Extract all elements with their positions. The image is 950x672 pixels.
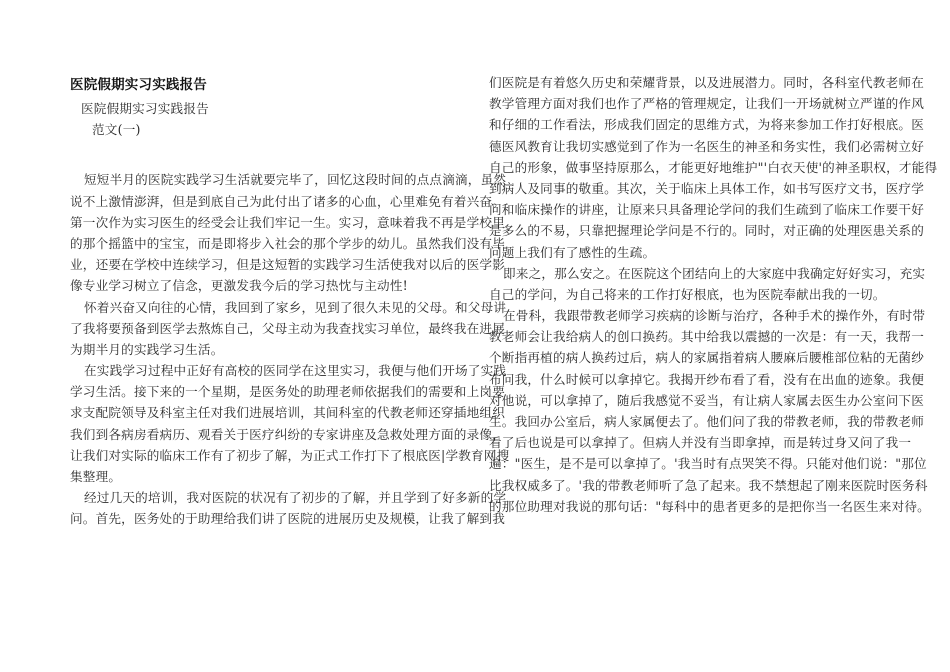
paragraph-line: 业，还要在学校中连续学习，但是这短暂的实践学习生活使我对以后的医学影	[70, 257, 505, 273]
document-title: 医院假期实习实践报告	[70, 77, 207, 93]
paragraph-line: 说不上激情澎湃，但是到底自己为此付出了诸多的心血，心里难免有着兴奋。	[70, 193, 505, 209]
paragraph-line: 短短半月的医院实践学习生活就要完毕了，回忆这段时间的点点滴滴，虽然	[84, 172, 507, 188]
paragraph-line: 德医风教育让我切实感觉到了作为一名医生的神圣和务实性，我们必需树立好	[489, 138, 924, 154]
paragraph-line: 和仔细的工作看法，形成我们固定的思维方式，为将来参加工作打好根底。医	[489, 117, 924, 133]
paragraph-line: 学习生活。接下来的一个星期，是医务处的助理老师依据我们的需要和上岗要	[70, 384, 505, 400]
paragraph-line: 比我权威多了。'我的带教老师听了急了起来。我不禁想起了刚来医院时医务科	[489, 477, 928, 493]
section-label: 范文(一)	[92, 122, 141, 138]
paragraph-line: 看了后也说是可以拿掉了。但病人并没有当即拿掉，而是转过身又问了我一	[489, 435, 912, 451]
right-column	[489, 72, 938, 517]
paragraph-line: 我们到各病房看病历、观看关于医疗纠纷的专家讲座及急救处理方面的录像，	[70, 426, 505, 442]
paragraph-line: 教学管理方面对我们也作了严格的管理规定，让我们一开场就树立严谨的作风	[489, 96, 924, 112]
paragraph-line: 生。我回办公室后，病人家属便去了。他们问了我的带教老师，我的带教老师	[489, 414, 924, 429]
paragraph-line: 的那个摇篮中的宝宝，而是即将步入社会的那个学步的幼儿。虽然我们没有毕	[70, 235, 505, 251]
spacer	[70, 140, 455, 161]
paragraph-line: 像专业学习树立了信念，更激发我今后的学习热忱与主动性!	[70, 278, 408, 294]
paragraph-line: 为期半月的实践学习生活。	[70, 341, 224, 357]
left-column	[70, 72, 510, 530]
paragraph-line: 让我们对实际的临床工作有了初步了解，为正式工作打下了根底医|学教育网搜	[70, 447, 510, 463]
paragraph-line: 了我将要预备到医学去熬炼自己，父母主动为我查找实习单位，最终我在进展	[70, 320, 505, 336]
paragraph-line: 在实践学习过程中正好有高校的医同学在这里实习，我便与他们开场了实践	[84, 363, 507, 379]
paragraph-line: 布问我，什么时候可以拿掉它。我揭开纱布看了看，没有在出血的迹象。我便	[489, 371, 924, 387]
paragraph-line: 们医院是有着悠久历史和荣耀背景，以及进展潜力。同时，各科室代教老师在	[489, 75, 924, 90]
paragraph-line: 的那位助理对我说的那句话："每科中的患者更多的是把你当一名医生来对待。	[489, 498, 930, 514]
paragraph-line: 遍："医生，是不是可以拿掉了。'我当时有点哭笑不得。只能对他们说："那位	[489, 456, 927, 472]
paragraph-line: 经过几天的培训，我对医院的状况有了初步的了解，并且学到了好多新的学	[84, 490, 507, 506]
paragraph-line: 个断指再植的病人换药过后，病人的家属指着病人腰麻后腰椎部位粘的无菌纱	[489, 350, 924, 366]
paragraph-line: 集整理。	[70, 469, 122, 484]
paragraph-line: 自己的学问，为自己将来的工作打好根底，也为医院奉献出我的一切。	[489, 286, 886, 302]
paragraph-line: 对他说，可以拿掉了，随后我感觉不妥当，有让病人家属去医生办公室问下医	[489, 392, 924, 408]
paragraph-line: 即来之，那么安之。在医院这个团结向上的大家庭中我确定好好实习，充实	[503, 265, 926, 281]
paragraph-line: 在骨科，我跟带教老师学习疾病的诊断与治疗，各种手术的操作外，有时带	[503, 308, 926, 324]
paragraph-line: 怀着兴奋又向往的心情，我回到了家乡，见到了很久未见的父母。和父母讲	[84, 299, 507, 315]
paragraph-line: 是多么的不易，只靠把握理论学问是不行的。同时，对正确的处理医患关系的	[489, 223, 924, 239]
paragraph-line: 自己的形象，做事坚持原那么，才能更好地维护"'白衣天使'的神圣职权，才能得	[489, 159, 938, 175]
paragraph-line: 求支配院领导及科室主任对我们进展培训，其间科室的代教老师还穿插地组织	[70, 405, 505, 421]
paragraph-line: 到病人及同事的敬重。其次，关于临床上具体工作，如书写医疗文书，医疗学	[489, 180, 924, 196]
paragraph-line: 问和临床操作的讲座，让原来只具备理论学问的我们生疏到了临床工作要干好	[489, 202, 924, 218]
paragraph-line: 第一次作为实习医生的经受会让我们牢记一生。实习，意味着我不再是学校里	[70, 214, 505, 230]
paragraph-line: 教老师会让我给病人的创口换药。其中给我以震撼的一次是：有一天，我帮一	[489, 329, 924, 345]
paragraph-line: 问题上我们有了感性的生疏。	[489, 244, 656, 260]
paragraph-line: 问。首先，医务处的于助理给我们讲了医院的进展历史及规模，让我了解到我	[70, 511, 505, 527]
spacer	[70, 161, 455, 169]
document-subtitle: 医院假期实习实践报告	[81, 101, 209, 116]
